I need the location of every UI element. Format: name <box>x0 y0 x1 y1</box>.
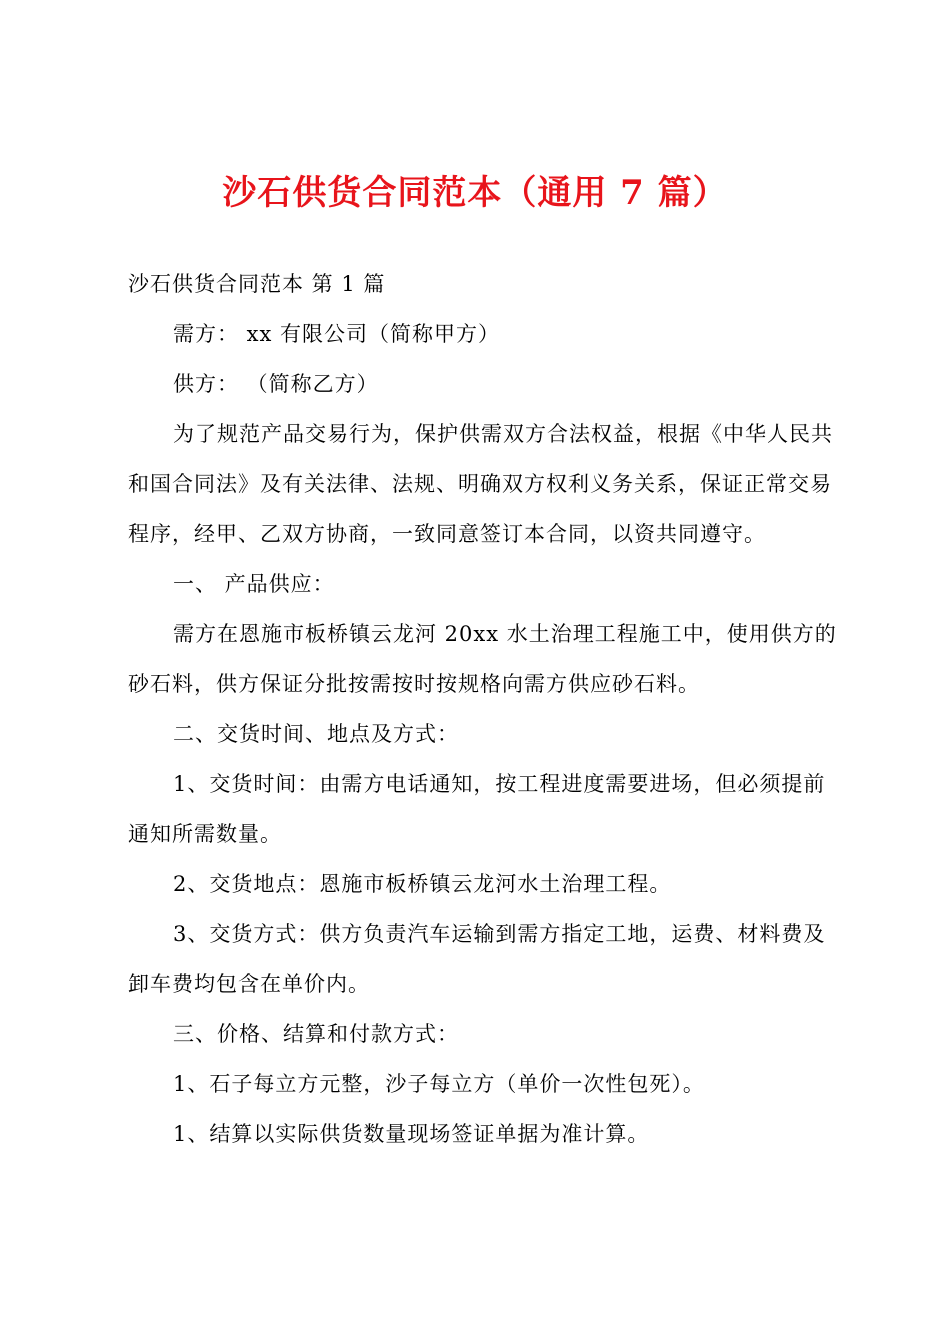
paragraph-8: 1、交货时间：由需方电话通知，按工程进度需要进场，但必须提前通知所需数量。 <box>128 772 826 846</box>
paragraph-13: 1、结算以实际供货数量现场签证单据为准计算。 <box>173 1122 650 1146</box>
paragraph-9: 2、交货地点：恩施市板桥镇云龙河水土治理工程。 <box>173 872 672 896</box>
paragraph-4: 为了规范产品交易行为，保护供需双方合法权益，根据《中华人民共和国合同法》及有关法律、法规、明确双方权利义务关系，保证正常交易程序，经甲、乙双方协商，一致同意签订本合同，以资共同遵守。 <box>128 422 833 546</box>
document-title: 沙石供货合同范本（通用 7 篇） <box>222 173 728 213</box>
paragraph-11: 三、价格、结算和付款方式： <box>173 1022 459 1046</box>
paragraph-1: 沙石供货合同范本 第 1 篇 <box>128 272 386 296</box>
document-body <box>128 259 843 1159</box>
paragraph-5: 一、 产品供应： <box>173 572 335 596</box>
paragraph-3: 供方： （简称乙方） <box>173 372 379 396</box>
paragraph-2: 需方： xx 有限公司（简称甲方） <box>173 322 501 346</box>
paragraph-7: 二、交货时间、地点及方式： <box>173 722 459 746</box>
paragraph-6: 需方在恩施市板桥镇云龙河 20xx 水土治理工程施工中，使用供方的砂石料，供方保证分批按需按时按规格向需方供应砂石料。 <box>128 622 837 696</box>
paragraph-12: 1、石子每立方元整，沙子每立方（单价一次性包死）。 <box>173 1072 705 1096</box>
paragraph-10: 3、交货方式：供方负责汽车运输到需方指定工地，运费、材料费及卸车费均包含在单价内。 <box>128 922 826 996</box>
